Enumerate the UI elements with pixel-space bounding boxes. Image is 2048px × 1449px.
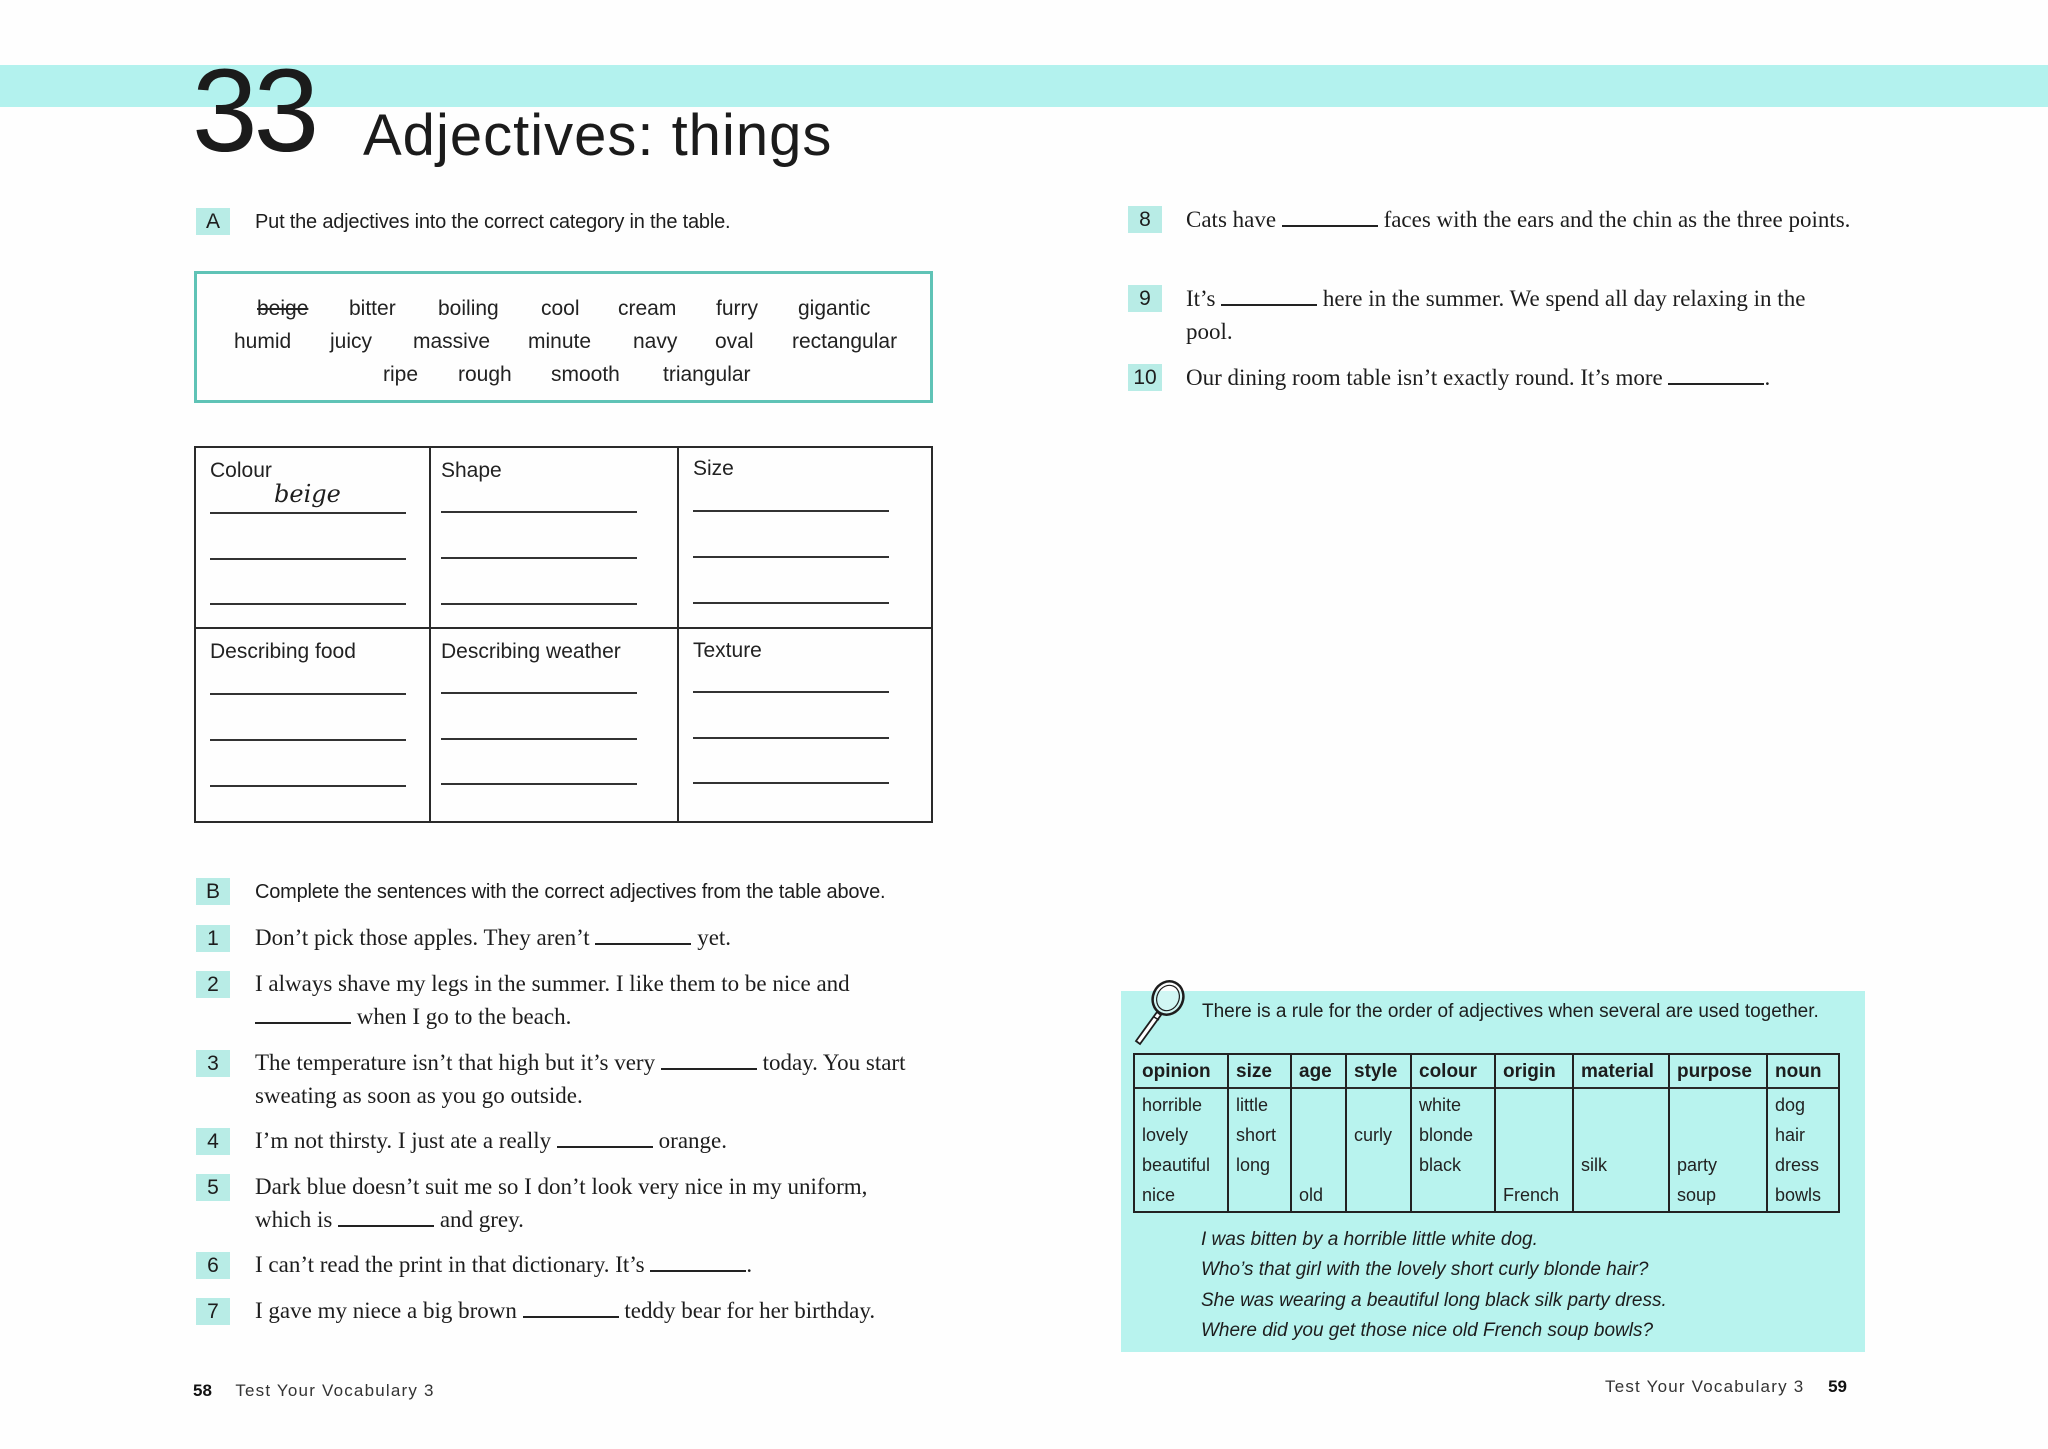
- example-sentence: I was bitten by a horrible little white dog.: [1201, 1229, 1538, 1250]
- book-title: Test Your Vocabulary 3: [235, 1381, 435, 1400]
- answer-blank[interactable]: [1221, 286, 1317, 306]
- answer-line[interactable]: [693, 737, 889, 739]
- word-rectangular: rectangular: [792, 330, 898, 353]
- answer-line[interactable]: [693, 602, 889, 604]
- column-noun: [1768, 1055, 1840, 1211]
- sentence-text: today. You start sweating as soon as you go outside.: [255, 1050, 906, 1108]
- category-shape: [429, 448, 677, 627]
- sentence-text: The temperature isn’t that high but it’s very: [255, 1050, 656, 1075]
- word-gigantic: gigantic: [798, 297, 871, 320]
- question-number: 5: [196, 1174, 230, 1201]
- question-6: [255, 1248, 945, 1281]
- sentence-text: .: [1764, 365, 1771, 390]
- sentence-text: and grey.: [439, 1207, 524, 1232]
- column-origin: [1496, 1055, 1574, 1211]
- sentence-text: I always shave my legs in the summer. I like them to be nice and: [255, 971, 850, 996]
- category-table: [194, 446, 933, 823]
- answer-line[interactable]: [693, 691, 889, 693]
- table-cell: old: [1299, 1185, 1324, 1205]
- question-1: [255, 921, 945, 954]
- question-number: 6: [196, 1252, 230, 1279]
- adjective-order-table: [1133, 1053, 1840, 1213]
- category-label: Texture: [693, 639, 762, 662]
- question-number: 2: [196, 971, 230, 998]
- category-describing-food: [196, 627, 429, 823]
- sentence-text: It’s: [1186, 286, 1216, 311]
- answer-blank[interactable]: [1282, 207, 1378, 227]
- question-8: [1186, 203, 1866, 236]
- word-ripe: ripe: [383, 363, 419, 386]
- question-3: [255, 1046, 935, 1112]
- sentence-text: faces with the ears and the chin as the three points.: [1383, 207, 1851, 232]
- answer-line[interactable]: [210, 512, 406, 514]
- answer-blank[interactable]: [255, 1004, 351, 1024]
- question-number: 9: [1128, 285, 1162, 312]
- table-cell: white: [1419, 1095, 1462, 1115]
- column-age: [1292, 1055, 1347, 1211]
- column-header: style: [1354, 1061, 1398, 1082]
- answer-line[interactable]: [693, 556, 889, 558]
- answer-line[interactable]: [693, 782, 889, 784]
- question-number: 3: [196, 1050, 230, 1077]
- answer-blank[interactable]: [1668, 365, 1764, 385]
- word-juicy: juicy: [330, 330, 373, 353]
- answer-blank[interactable]: [523, 1298, 619, 1318]
- table-cell: dog: [1775, 1095, 1806, 1115]
- question-2: [255, 967, 935, 1033]
- footer-left: [193, 1381, 435, 1401]
- question-4: [255, 1124, 945, 1157]
- table-cell: black: [1419, 1155, 1462, 1175]
- table-cell: nice: [1142, 1185, 1176, 1205]
- answer-line[interactable]: [210, 785, 406, 787]
- category-size: [677, 448, 931, 627]
- question-number: 4: [196, 1128, 230, 1155]
- word-smooth: smooth: [551, 363, 620, 386]
- example-sentence: She was wearing a beautiful long black silk party dress.: [1201, 1290, 1667, 1311]
- table-cell: dress: [1775, 1155, 1820, 1175]
- table-cell: party: [1677, 1155, 1718, 1175]
- question-number: 10: [1128, 364, 1162, 391]
- column-header: age: [1299, 1061, 1332, 1082]
- question-9: [1186, 282, 1846, 348]
- column-opinion: [1135, 1055, 1229, 1211]
- question-number: 8: [1128, 206, 1162, 233]
- example-sentence: Who’s that girl with the lovely short curly blonde hair?: [1201, 1259, 1649, 1280]
- sentence-text: teddy bear for her birthday.: [624, 1298, 876, 1323]
- sentence-text: yet.: [697, 925, 732, 950]
- table-cell: blonde: [1419, 1125, 1474, 1145]
- answer-line[interactable]: [441, 783, 637, 785]
- word-triangular: triangular: [663, 363, 751, 386]
- column-header: purpose: [1677, 1061, 1752, 1082]
- table-cell: silk: [1581, 1155, 1607, 1175]
- category-label: Describing weather: [441, 640, 621, 663]
- column-size: [1229, 1055, 1292, 1211]
- column-header: noun: [1775, 1061, 1822, 1082]
- column-style: [1347, 1055, 1412, 1211]
- table-cell: French: [1503, 1185, 1560, 1205]
- answer-line[interactable]: [210, 739, 406, 741]
- sentence-text: Don’t pick those apples. They aren’t: [255, 925, 590, 950]
- word-rough: rough: [458, 363, 512, 386]
- section-b-instruction: Complete the sentences with the correct adjectives from the table above.: [255, 881, 886, 903]
- column-colour: [1412, 1055, 1496, 1211]
- answer-line[interactable]: [210, 693, 406, 695]
- sentence-text: .: [746, 1252, 753, 1277]
- column-purpose: [1670, 1055, 1768, 1211]
- column-header: origin: [1503, 1061, 1556, 1082]
- section-b-label: B: [196, 878, 230, 905]
- example-sentence: Where did you get those nice old French soup bowls?: [1201, 1320, 1654, 1341]
- column-header: material: [1581, 1061, 1654, 1082]
- word-row-2: [197, 327, 930, 357]
- unit-title: Adjectives: things: [363, 103, 833, 168]
- category-label: Colour: [210, 459, 272, 482]
- word-cool: cool: [541, 297, 580, 320]
- table-cell: short: [1236, 1125, 1277, 1145]
- table-cell: soup: [1677, 1185, 1717, 1205]
- section-a-label: A: [196, 208, 230, 235]
- column-material: [1574, 1055, 1670, 1211]
- word-oval: oval: [715, 330, 754, 353]
- footer-right: [1605, 1377, 1847, 1397]
- answer-line[interactable]: [441, 603, 637, 605]
- sentence-text: Dark blue doesn’t suit me so I don’t look very nice in my uniform, which is: [255, 1174, 868, 1232]
- info-intro: There is a rule for the order of adjectives when several are used together.: [1202, 1001, 1819, 1022]
- question-number: 7: [196, 1298, 230, 1325]
- answer-blank[interactable]: [650, 1252, 746, 1272]
- table-cell: lovely: [1142, 1125, 1189, 1145]
- table-cell: hair: [1775, 1125, 1806, 1145]
- answer-blank[interactable]: [557, 1128, 653, 1148]
- section-a-instruction: Put the adjectives into the correct category in the table.: [255, 211, 731, 233]
- word-row-1: [197, 294, 930, 324]
- word-cream: cream: [618, 297, 677, 320]
- answer-blank[interactable]: [338, 1207, 434, 1227]
- category-describing-weather: [429, 627, 677, 823]
- answer-line[interactable]: [441, 692, 637, 694]
- book-title: Test Your Vocabulary 3: [1605, 1377, 1805, 1396]
- category-colour: [196, 448, 429, 627]
- table-cell: horrible: [1142, 1095, 1203, 1115]
- word-massive: massive: [413, 330, 491, 353]
- question-10: [1186, 361, 1866, 394]
- answer-line[interactable]: [441, 738, 637, 740]
- word-humid: humid: [234, 330, 292, 353]
- sentence-text: I’m not thirsty. I just ate a really: [255, 1128, 552, 1153]
- question-number: 1: [196, 925, 230, 952]
- sentence-text: I gave my niece a big brown: [255, 1298, 517, 1323]
- column-header: colour: [1419, 1061, 1478, 1082]
- table-cell: bowls: [1775, 1185, 1822, 1205]
- category-texture: [677, 627, 931, 823]
- table-cell: long: [1236, 1155, 1271, 1175]
- answer-line[interactable]: [693, 510, 889, 512]
- sentence-text: orange.: [658, 1128, 727, 1153]
- answer-line[interactable]: [210, 558, 406, 560]
- word-navy: navy: [633, 330, 678, 353]
- word-bitter: bitter: [349, 297, 396, 320]
- question-5: [255, 1170, 875, 1236]
- sentence-text: here in the summer. We spend all day relaxing in the pool.: [1186, 286, 1806, 344]
- table-cell: beautiful: [1142, 1155, 1211, 1175]
- page-number: 59: [1828, 1377, 1847, 1396]
- sentence-text: I can’t read the print in that dictionary. It’s: [255, 1252, 645, 1277]
- word-minute: minute: [528, 330, 592, 353]
- word-furry: furry: [716, 297, 758, 320]
- question-7: [255, 1294, 945, 1327]
- answer-line[interactable]: [441, 511, 637, 513]
- table-cell: curly: [1354, 1125, 1393, 1145]
- sentence-text: when I go to the beach.: [356, 1004, 572, 1029]
- answer-blank[interactable]: [661, 1050, 757, 1070]
- answer-line[interactable]: [210, 603, 406, 605]
- unit-number: 33: [192, 45, 316, 177]
- column-header: size: [1236, 1061, 1272, 1082]
- answer-blank[interactable]: [595, 925, 691, 945]
- table-cell: little: [1236, 1095, 1269, 1115]
- column-header: opinion: [1142, 1061, 1211, 1082]
- handwritten-answer: beige: [274, 480, 341, 508]
- sentence-text: Our dining room table isn’t exactly round. It’s more: [1186, 365, 1663, 390]
- category-label: Describing food: [210, 640, 356, 663]
- page-number: 58: [193, 1381, 212, 1400]
- category-label: Size: [693, 457, 734, 480]
- category-label: Shape: [441, 459, 502, 482]
- word-boiling: boiling: [438, 297, 499, 320]
- word-box: [194, 271, 933, 403]
- adjective-order-info-box: [1121, 991, 1865, 1352]
- magnifying-glass-icon: [1128, 978, 1190, 1048]
- answer-line[interactable]: [441, 557, 637, 559]
- word-row-3: [197, 360, 930, 390]
- word-beige: beige: [257, 297, 309, 320]
- sentence-text: Cats have: [1186, 207, 1277, 232]
